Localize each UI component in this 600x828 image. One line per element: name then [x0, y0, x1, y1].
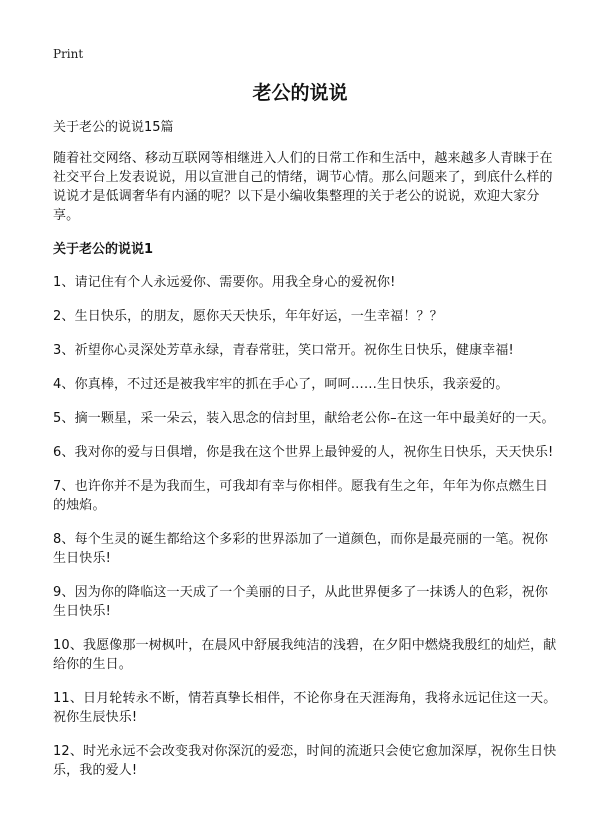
quote-item: 11、日月轮转永不断，情若真挚长相伴，不论你身在天涯海角，我将永远记住这一天。祝你生辰快乐!	[53, 691, 557, 725]
quote-item: 9、因为你的降临这一天成了一个美丽的日子，从此世界便多了一抹诱人的色彩，祝你 生日快乐!	[53, 585, 548, 619]
print-link[interactable]: Print	[53, 47, 84, 61]
quote-item: 5、摘一颗星，采一朵云，装入思念的信封里，献给老公你–在这一年中最美好的一天。	[53, 411, 555, 426]
quote-item: 7、也许你并不是为我而生，可我却有幸与你相伴。愿我有生之年，年年为你点燃生日的烛焰。	[53, 479, 548, 513]
quote-item: 8、每个生灵的诞生都给这个多彩的世界添加了一道颜色，而你是最亮丽的一笔。祝你生日快乐!	[53, 532, 548, 566]
quote-list	[53, 273, 558, 780]
quote-item: 6、我对你的爱与日俱增，你是我在这个世界上最钟爱的人，祝你生日快乐，天天快乐!	[53, 445, 554, 460]
quote-item: 1、请记住有个人永远爱你、需要你。用我全身心的爱祝你!	[53, 275, 396, 290]
quote-item: 12、时光永远不会改变我对你深沉的爱恋，时间的流逝只会使它愈加深厚，祝你生日快乐，我的爱人!	[53, 744, 557, 778]
article-intro: 随着社交网络、移动互联网等相继进入人们的日常工作和生活中，越来越多人青睐于在社交平台上发表说说，用以宣泄自己的情绪，调节心情。那么问题来了，到底什么样的说说才是低调奢华有内涵的呢？以下是小编收集整理的关于老公的说说，欢迎大家分享。	[53, 151, 553, 223]
article-subtitle: 关于老公的说说15篇	[53, 120, 174, 135]
section-heading: 关于老公的说说1	[53, 242, 154, 257]
quote-item: 3、祈望你心灵深处芳草永绿，青春常驻，笑口常开。祝你生日快乐，健康幸福!	[53, 343, 514, 358]
page-title: 老公的说说	[252, 82, 348, 104]
article-content	[53, 118, 558, 795]
quote-item: 4、你真棒，不过还是被我牢牢的抓在手心了，呵呵……生日快乐，我亲爱的。	[53, 377, 509, 392]
quote-item: 2、生日快乐，的朋友，愿你天天快乐，年年好运，一生幸福！？？	[53, 309, 443, 324]
quote-item: 10、我愿像那一树枫叶，在晨风中舒展我纯洁的浅碧，在夕阳中燃烧我殷红的灿烂，献给你的生日。	[53, 638, 557, 672]
